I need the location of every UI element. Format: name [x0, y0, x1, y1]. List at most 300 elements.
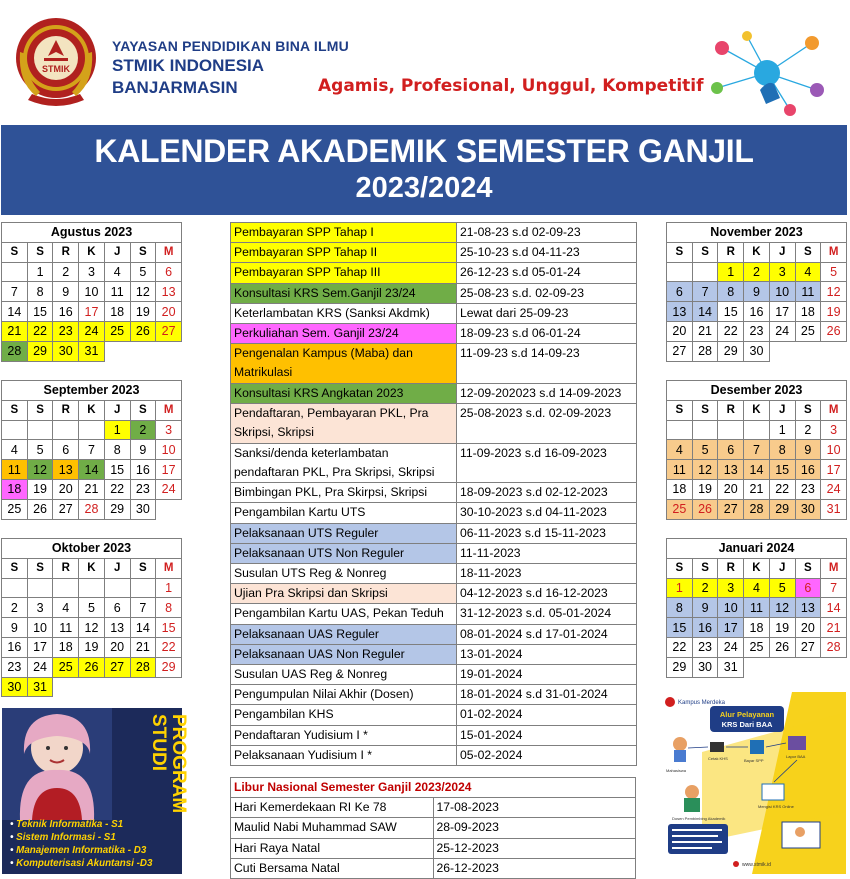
day-cell: 20	[104, 637, 130, 657]
schedule-row	[231, 383, 637, 403]
weekday-header: S	[667, 242, 693, 262]
day-cell: 25	[2, 499, 28, 519]
day-cell: 3	[769, 262, 795, 282]
activity-cell: Pengenalan Kampus (Maba) dan Matrikulasi	[231, 344, 457, 384]
day-cell	[156, 341, 182, 361]
holiday-row	[231, 858, 636, 878]
day-cell: 10	[79, 282, 105, 302]
date-cell: 11-09-2023 s.d 16-09-2023	[457, 443, 637, 483]
date-cell: 18-09-23 s.d 06-01-24	[457, 324, 637, 344]
activity-cell: Ujian Pra Skripsi dan Skripsi	[231, 584, 457, 604]
day-cell: 13	[667, 302, 693, 322]
day-cell: 13	[795, 598, 821, 618]
day-cell: 7	[79, 440, 105, 460]
activity-cell: Pengambilan KHS	[231, 705, 457, 725]
date-cell: 18-11-2023	[457, 564, 637, 584]
day-cell: 24	[79, 321, 105, 341]
day-cell: 25	[104, 321, 130, 341]
day-cell: 9	[795, 440, 821, 460]
day-cell: 15	[104, 460, 130, 480]
flow-step-5: Dosen Pembimbing Akademik	[672, 816, 726, 821]
flow-website: www.stmik.id	[742, 862, 771, 868]
weekday-header: M	[156, 242, 182, 262]
day-cell: 1	[156, 578, 182, 598]
day-cell: 19	[79, 637, 105, 657]
day-cell: 10	[27, 618, 53, 638]
day-cell: 29	[667, 657, 693, 677]
day-cell: 22	[718, 321, 744, 341]
day-cell: 5	[27, 440, 53, 460]
day-cell: 2	[795, 420, 821, 440]
schedule-row	[231, 604, 637, 624]
day-cell	[156, 499, 182, 519]
program-list	[10, 818, 152, 870]
day-cell: 15	[27, 302, 53, 322]
day-cell: 30	[795, 499, 821, 519]
day-cell: 6	[718, 440, 744, 460]
weekday-header: R	[718, 242, 744, 262]
date-cell: 21-08-23 s.d 02-09-23	[457, 223, 637, 243]
schedule-row	[231, 483, 637, 503]
day-cell: 16	[744, 302, 770, 322]
weekday-header: J	[104, 558, 130, 578]
day-cell: 27	[718, 499, 744, 519]
foundation-name: YAYASAN PENDIDIKAN BINA ILMU	[112, 38, 349, 54]
day-cell: 7	[821, 578, 847, 598]
day-cell: 2	[130, 420, 156, 440]
day-cell: 12	[79, 618, 105, 638]
calendar-nov	[666, 222, 847, 362]
program-item: • Teknik Informatika - S1	[10, 818, 152, 831]
day-cell: 3	[156, 420, 182, 440]
day-cell: 12	[821, 282, 847, 302]
day-cell: 23	[53, 321, 79, 341]
krs-service-flow-infographic	[662, 692, 846, 874]
weekday-header: S	[27, 400, 53, 420]
month-title: Desember 2023	[667, 381, 847, 401]
day-cell: 25	[795, 321, 821, 341]
day-cell: 14	[2, 302, 28, 322]
day-cell: 29	[769, 499, 795, 519]
day-cell: 18	[53, 637, 79, 657]
schedule-row	[231, 745, 637, 765]
weekday-header: M	[156, 400, 182, 420]
day-cell	[744, 420, 770, 440]
flow-brand: Kampus Merdeka	[678, 700, 726, 706]
weekday-header: R	[53, 400, 79, 420]
day-cell: 19	[692, 479, 718, 499]
schedule-row	[231, 685, 637, 705]
flow-step-3: Bayar SPP	[744, 758, 764, 763]
day-cell: 4	[2, 440, 28, 460]
weekday-header: S	[27, 242, 53, 262]
schedule-row	[231, 624, 637, 644]
date-cell: 15-01-2024	[457, 725, 637, 745]
activity-cell: Pembayaran SPP Tahap II	[231, 243, 457, 263]
date-cell: 06-11-2023 s.d 15-11-2023	[457, 523, 637, 543]
day-cell: 11	[104, 282, 130, 302]
weekday-header: S	[667, 400, 693, 420]
day-cell: 12	[692, 460, 718, 480]
weekday-header: S	[667, 558, 693, 578]
day-cell: 20	[156, 302, 182, 322]
month-title: September 2023	[2, 381, 182, 401]
holiday-name: Hari Kemerdekaan RI Ke 78	[231, 798, 434, 818]
day-cell: 8	[667, 598, 693, 618]
day-cell	[667, 262, 693, 282]
activity-cell: Pengambilan Kartu UAS, Pekan Teduh	[231, 604, 457, 624]
day-cell: 13	[104, 618, 130, 638]
day-cell: 8	[718, 282, 744, 302]
day-cell	[27, 578, 53, 598]
date-cell: 31-12-2023 s.d. 05-01-2024	[457, 604, 637, 624]
day-cell: 22	[104, 479, 130, 499]
holiday-row	[231, 818, 636, 838]
day-cell: 23	[2, 657, 28, 677]
weekday-header: S	[130, 558, 156, 578]
weekday-header: M	[156, 558, 182, 578]
day-cell: 28	[744, 499, 770, 519]
day-cell	[2, 578, 28, 598]
calendar-oct	[1, 538, 182, 697]
day-cell: 21	[821, 618, 847, 638]
day-cell	[795, 657, 821, 677]
date-cell: 26-12-23 s.d 05-01-24	[457, 263, 637, 283]
day-cell	[769, 341, 795, 361]
day-cell: 17	[718, 618, 744, 638]
day-cell: 18	[795, 302, 821, 322]
day-cell: 4	[667, 440, 693, 460]
header	[0, 0, 850, 125]
day-cell: 16	[2, 637, 28, 657]
day-cell: 4	[104, 262, 130, 282]
day-cell: 7	[130, 598, 156, 618]
day-cell: 20	[795, 618, 821, 638]
day-cell: 30	[2, 677, 28, 697]
day-cell: 23	[130, 479, 156, 499]
day-cell: 12	[27, 460, 53, 480]
date-cell: 11-09-23 s.d 14-09-23	[457, 344, 637, 384]
weekday-header: S	[130, 242, 156, 262]
day-cell: 10	[769, 282, 795, 302]
activity-cell: Perkuliahan Sem. Ganjil 23/24	[231, 324, 457, 344]
day-cell: 26	[821, 321, 847, 341]
flow-title-1: Alur Pelayanan	[719, 710, 775, 719]
weekday-header: S	[2, 242, 28, 262]
holiday-name: Cuti Bersama Natal	[231, 858, 434, 878]
day-cell: 6	[667, 282, 693, 302]
day-cell: 18	[104, 302, 130, 322]
day-cell: 31	[79, 341, 105, 361]
weekday-header: R	[53, 242, 79, 262]
day-cell: 17	[769, 302, 795, 322]
day-cell	[53, 578, 79, 598]
activity-cell: Pengambilan Kartu UTS	[231, 503, 457, 523]
day-cell: 9	[692, 598, 718, 618]
activity-cell: Pelaksanaan UAS Reguler	[231, 624, 457, 644]
activity-cell: Susulan UTS Reg & Nonreg	[231, 564, 457, 584]
activity-cell: Konsultasi KRS Sem.Ganjil 23/24	[231, 283, 457, 303]
day-cell: 27	[104, 657, 130, 677]
national-holidays-table	[230, 777, 636, 879]
day-cell	[130, 578, 156, 598]
day-cell	[821, 341, 847, 361]
day-cell: 14	[79, 460, 105, 480]
title-banner	[1, 125, 847, 215]
day-cell: 8	[104, 440, 130, 460]
day-cell: 3	[821, 420, 847, 440]
day-cell	[27, 420, 53, 440]
day-cell: 14	[821, 598, 847, 618]
weekday-header: R	[718, 558, 744, 578]
day-cell: 23	[795, 479, 821, 499]
day-cell	[104, 341, 130, 361]
day-cell: 1	[718, 262, 744, 282]
day-cell	[130, 677, 156, 697]
day-cell: 7	[692, 282, 718, 302]
day-cell: 10	[821, 440, 847, 460]
calendar-sep	[1, 380, 182, 520]
date-cell: 11-11-2023	[457, 543, 637, 563]
day-cell: 23	[692, 637, 718, 657]
day-cell	[795, 341, 821, 361]
date-cell: 18-09-2023 s.d 02-12-2023	[457, 483, 637, 503]
holiday-date: 25-12-2023	[433, 838, 636, 858]
day-cell: 19	[130, 302, 156, 322]
day-cell: 16	[692, 618, 718, 638]
holiday-row	[231, 838, 636, 858]
holiday-date: 28-09-2023	[433, 818, 636, 838]
program-item: • Komputerisasi Akuntansi -D3	[10, 857, 152, 870]
day-cell: 8	[769, 440, 795, 460]
activity-cell: Bimbingan PKL, Pra Skirpsi, Skripsi	[231, 483, 457, 503]
day-cell: 11	[744, 598, 770, 618]
activity-cell: Susulan UAS Reg & Nonreg	[231, 665, 457, 685]
date-cell: 25-10-23 s.d 04-11-23	[457, 243, 637, 263]
flow-step-1: Mahasiswa	[666, 768, 687, 773]
day-cell: 30	[692, 657, 718, 677]
holiday-date: 17-08-2023	[433, 798, 636, 818]
day-cell: 10	[718, 598, 744, 618]
weekday-header: M	[821, 400, 847, 420]
day-cell	[53, 677, 79, 697]
day-cell: 14	[692, 302, 718, 322]
day-cell: 7	[744, 440, 770, 460]
motto: Agamis, Profesional, Unggul, Kompetitif	[318, 76, 704, 96]
day-cell: 18	[667, 479, 693, 499]
day-cell: 28	[79, 499, 105, 519]
day-cell: 5	[130, 262, 156, 282]
day-cell: 26	[27, 499, 53, 519]
weekday-header: S	[692, 242, 718, 262]
day-cell: 15	[769, 460, 795, 480]
day-cell: 1	[769, 420, 795, 440]
day-cell: 29	[718, 341, 744, 361]
day-cell: 21	[2, 321, 28, 341]
day-cell: 12	[769, 598, 795, 618]
day-cell: 18	[744, 618, 770, 638]
activity-cell: Pelaksanaan UTS Non Reguler	[231, 543, 457, 563]
day-cell: 10	[156, 440, 182, 460]
month-title: Januari 2024	[667, 539, 847, 559]
day-cell: 19	[821, 302, 847, 322]
day-cell: 5	[79, 598, 105, 618]
holiday-date: 26-12-2023	[433, 858, 636, 878]
schedule-row	[231, 665, 637, 685]
day-cell: 26	[79, 657, 105, 677]
day-cell: 13	[156, 282, 182, 302]
day-cell: 25	[744, 637, 770, 657]
day-cell: 11	[795, 282, 821, 302]
day-cell: 30	[744, 341, 770, 361]
activity-cell: Pembayaran SPP Tahap I	[231, 223, 457, 243]
weekday-header: S	[2, 400, 28, 420]
day-cell: 15	[156, 618, 182, 638]
weekday-header: R	[718, 400, 744, 420]
day-cell: 26	[769, 637, 795, 657]
month-title: Agustus 2023	[2, 223, 182, 243]
day-cell	[130, 341, 156, 361]
day-cell: 19	[769, 618, 795, 638]
flow-step-4: Lapor BAA	[786, 754, 806, 759]
activity-cell: Pendaftaran, Pembayaran PKL, Pra Skripsi, Skripsi	[231, 404, 457, 444]
activity-cell: Sanksi/denda keterlambatan pendaftaran PKL, Pra Skripsi, Skripsi	[231, 443, 457, 483]
day-cell: 27	[156, 321, 182, 341]
day-cell: 19	[27, 479, 53, 499]
schedule-row	[231, 584, 637, 604]
day-cell: 22	[769, 479, 795, 499]
day-cell: 27	[795, 637, 821, 657]
institution-name: STMIK INDONESIA	[112, 56, 265, 75]
weekday-header: K	[79, 400, 105, 420]
day-cell: 29	[27, 341, 53, 361]
schedule-row	[231, 503, 637, 523]
day-cell: 25	[53, 657, 79, 677]
day-cell: 6	[795, 578, 821, 598]
day-cell	[104, 578, 130, 598]
day-cell: 11	[53, 618, 79, 638]
day-cell: 8	[156, 598, 182, 618]
date-cell: Lewat dari 25-09-23	[457, 303, 637, 323]
day-cell	[744, 657, 770, 677]
program-item: • Manajemen Informatika - D3	[10, 844, 152, 857]
day-cell: 16	[795, 460, 821, 480]
day-cell: 12	[130, 282, 156, 302]
day-cell: 29	[156, 657, 182, 677]
institution-city: BANJARMASIN	[112, 78, 238, 97]
flow-title-2: KRS Dari BAA	[721, 720, 773, 729]
date-cell: 30-10-2023 s.d 04-11-2023	[457, 503, 637, 523]
activity-cell: Pengumpulan Nilai Akhir (Dosen)	[231, 685, 457, 705]
day-cell: 5	[769, 578, 795, 598]
schedule-row	[231, 223, 637, 243]
schedule-row	[231, 725, 637, 745]
day-cell: 21	[130, 637, 156, 657]
day-cell	[79, 578, 105, 598]
page-title: KALENDER AKADEMIK SEMESTER GANJIL	[94, 133, 754, 169]
day-cell: 2	[53, 262, 79, 282]
day-cell: 6	[53, 440, 79, 460]
student-photo	[2, 708, 112, 820]
day-cell: 18	[2, 479, 28, 499]
weekday-header: K	[79, 242, 105, 262]
day-cell: 9	[53, 282, 79, 302]
weekday-header: S	[27, 558, 53, 578]
weekday-header: M	[821, 242, 847, 262]
day-cell	[667, 420, 693, 440]
weekday-header: K	[744, 242, 770, 262]
weekday-header: K	[744, 400, 770, 420]
calendar-dec	[666, 380, 847, 520]
schedule-row	[231, 644, 637, 664]
schedule-row	[231, 404, 637, 444]
day-cell: 21	[692, 321, 718, 341]
day-cell: 24	[718, 637, 744, 657]
day-cell: 2	[692, 578, 718, 598]
day-cell: 31	[27, 677, 53, 697]
day-cell: 4	[744, 578, 770, 598]
schedule-row	[231, 283, 637, 303]
day-cell: 22	[27, 321, 53, 341]
month-title: November 2023	[667, 223, 847, 243]
day-cell	[821, 657, 847, 677]
day-cell: 17	[821, 460, 847, 480]
day-cell: 26	[692, 499, 718, 519]
day-cell: 31	[718, 657, 744, 677]
day-cell	[718, 420, 744, 440]
date-cell: 12-09-202023 s.d 14-09-2023	[457, 383, 637, 403]
day-cell: 15	[667, 618, 693, 638]
day-cell: 13	[718, 460, 744, 480]
schedule-row	[231, 443, 637, 483]
weekday-header: S	[2, 558, 28, 578]
day-cell: 28	[2, 341, 28, 361]
day-cell: 27	[53, 499, 79, 519]
day-cell: 2	[2, 598, 28, 618]
month-title: Oktober 2023	[2, 539, 182, 559]
holidays-title: Libur Nasional Semester Ganjil 2023/2024	[231, 778, 636, 798]
holiday-row	[231, 798, 636, 818]
flow-step-2: Cetak KHS	[708, 756, 728, 761]
day-cell: 11	[667, 460, 693, 480]
day-cell	[79, 420, 105, 440]
activity-cell: Pelaksanaan Yudisium I *	[231, 745, 457, 765]
activity-cell: Pendaftaran Yudisium I *	[231, 725, 457, 745]
day-cell: 28	[821, 637, 847, 657]
day-cell: 5	[692, 440, 718, 460]
weekday-header: S	[795, 242, 821, 262]
date-cell: 01-02-2024	[457, 705, 637, 725]
weekday-header: J	[769, 242, 795, 262]
day-cell: 14	[130, 618, 156, 638]
date-cell: 19-01-2024	[457, 665, 637, 685]
day-cell: 1	[667, 578, 693, 598]
schedule-row	[231, 243, 637, 263]
schedule-row	[231, 543, 637, 563]
logo-text: STMIK	[42, 64, 70, 74]
weekday-header: S	[692, 558, 718, 578]
holiday-name: Maulid Nabi Muhammad SAW	[231, 818, 434, 838]
day-cell	[2, 262, 28, 282]
day-cell: 24	[821, 479, 847, 499]
stmik-logo	[14, 12, 98, 116]
day-cell: 3	[718, 578, 744, 598]
day-cell: 9	[2, 618, 28, 638]
flow-step-6: Mengisi KRS Online	[758, 804, 794, 809]
date-cell: 18-01-2024 s.d 31-01-2024	[457, 685, 637, 705]
day-cell: 22	[667, 637, 693, 657]
day-cell: 28	[692, 341, 718, 361]
